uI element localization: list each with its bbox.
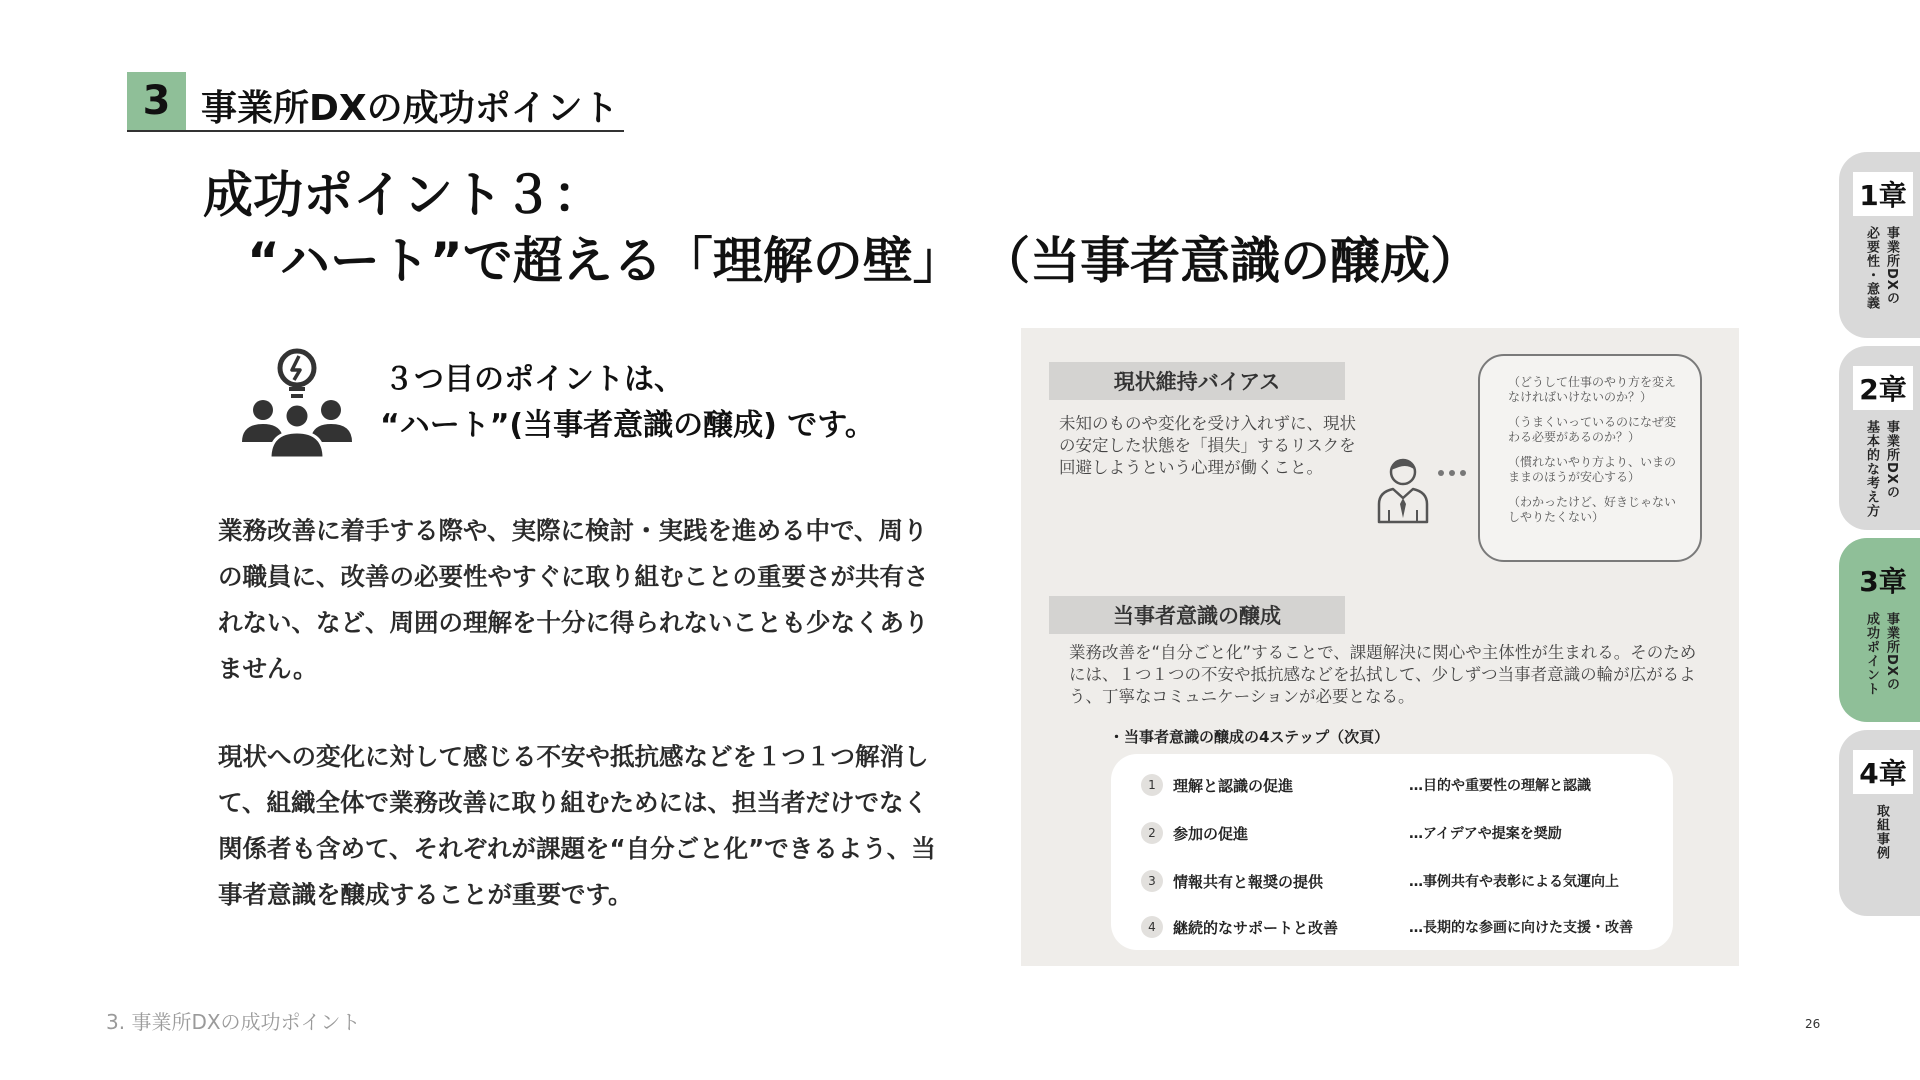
bubble-line-1: （どうして仕事のやり方を変えなければいけないのか？） <box>1508 375 1677 404</box>
chapter-label-col2: 必要性・意義 <box>1864 226 1879 310</box>
step-name: 参加の促進 <box>1173 825 1249 843</box>
chapter-label-col1: 取組事例 <box>1874 804 1889 860</box>
thought-bubble <box>1478 354 1702 562</box>
step-number: 1 <box>1141 774 1163 796</box>
footer-section-label: 3. 事業所DXの成功ポイント <box>106 1010 361 1034</box>
page-title-line2: “ハート”で超える「理解の壁」 （当事者意識の醸成） <box>247 232 1481 290</box>
intro-text <box>380 357 875 449</box>
chapter-label-col1: 事業所DXの <box>1884 420 1899 499</box>
step-name: 情報共有と報奨の提供 <box>1173 873 1324 891</box>
chapter-label <box>1853 226 1909 310</box>
chapter-number: 3章 <box>1853 558 1913 602</box>
awareness-tag: 当事者意識の醸成 <box>1049 596 1345 634</box>
lightbulb-team-icon <box>238 344 356 460</box>
page-title-line1: 成功ポイント３： <box>203 166 603 224</box>
steps-caption: ・当事者意識の醸成の4ステップ（次頁） <box>1109 728 1390 746</box>
ellipsis-icon <box>1437 468 1467 478</box>
chapter-label-col1: 事業所DXの <box>1884 612 1899 691</box>
step-item <box>1141 870 1661 894</box>
step-description: …目的や重要性の理解と認識 <box>1409 778 1591 794</box>
page-title <box>203 162 1480 294</box>
awareness-description: 業務改善を“自分ごと化”することで、課題解決に関心や主体性が生まれる。そのためには、１つ１つの不安や抵抗感などを払拭して、少しずつ当事者意識の輪が広がるよう、丁寧なコミュニケーションが必要となる。 <box>1069 643 1697 706</box>
section-header <box>127 72 624 132</box>
chapter-label-col1: 事業所DXの <box>1884 226 1899 305</box>
body-paragraph-2: 現状への変化に対して感じる不安や抵抗感などを１つ１つ解消して、組織全体で業務改善に取り組むためには、担当者だけでなく関係者も含めて、それぞれが課題を“自分ごと化”できるよう、当事者意識を醸成することが重要です。 <box>218 742 936 909</box>
step-item <box>1141 774 1661 798</box>
intro-line1: ３つ目のポイントは、 <box>384 362 684 397</box>
chapter-tab-4[interactable] <box>1839 730 1920 916</box>
bias-description: 未知のものや変化を受け入れずに、現状の安定した状態を「損失」するリスクを回避しようという心理が働くこと。 <box>1059 414 1356 477</box>
bubble-line-2: （うまくいっているのになぜ変わる必要があるのか？） <box>1508 415 1677 444</box>
step-number: 3 <box>1141 870 1163 892</box>
chapter-tab-2[interactable] <box>1839 346 1920 530</box>
bias-tag: 現状維持バイアス <box>1049 362 1345 400</box>
chapter-tab-1[interactable] <box>1839 152 1920 338</box>
chapter-label-col2: 基本的な考え方 <box>1864 420 1879 518</box>
chapter-label <box>1853 612 1909 696</box>
chapter-label <box>1853 420 1909 518</box>
bubble-line-4: （わかったけど、好きじゃないしやりたくない） <box>1508 495 1677 524</box>
step-description: …アイデアや提案を奨励 <box>1409 826 1562 842</box>
body-paragraph-1: 業務改善に着手する際や、実際に検討・実践を進める中で、周りの職員に、改善の必要性やすぐに取り組むことの重要さが共有されない、など、周囲の理解を十分に得られないことも少なくありません。 <box>218 516 929 683</box>
section-title: 事業所DXの成功ポイント <box>201 88 619 129</box>
step-number: 4 <box>1141 916 1163 938</box>
step-name: 理解と認識の促進 <box>1173 777 1294 795</box>
businessman-icon <box>1375 454 1431 524</box>
step-number: 2 <box>1141 822 1163 844</box>
chapter-label <box>1853 804 1909 860</box>
chapter-number: 4章 <box>1853 750 1913 794</box>
section-number: 3 <box>127 72 186 130</box>
chapter-number: 1章 <box>1853 172 1913 216</box>
intro-line2: “ハート”(当事者意識の醸成) です。 <box>380 408 875 443</box>
chapter-tab-3-active[interactable] <box>1839 538 1920 722</box>
step-description: …事例共有や表彰による気運向上 <box>1409 874 1619 890</box>
bubble-line-3: （慣れないやり方より、いまのままのほうが安心する） <box>1508 455 1677 484</box>
chapter-number: 2章 <box>1853 366 1913 410</box>
steps-list <box>1111 754 1673 950</box>
step-item <box>1141 916 1661 940</box>
step-item <box>1141 822 1661 846</box>
explanation-panel <box>1021 328 1739 966</box>
step-name: 継続的なサポートと改善 <box>1173 919 1339 937</box>
page-number: 26 <box>1805 1017 1821 1031</box>
chapter-label-col2: 成功ポイント <box>1864 612 1879 696</box>
step-description: …長期的な参画に向けた支援・改善 <box>1409 920 1633 936</box>
